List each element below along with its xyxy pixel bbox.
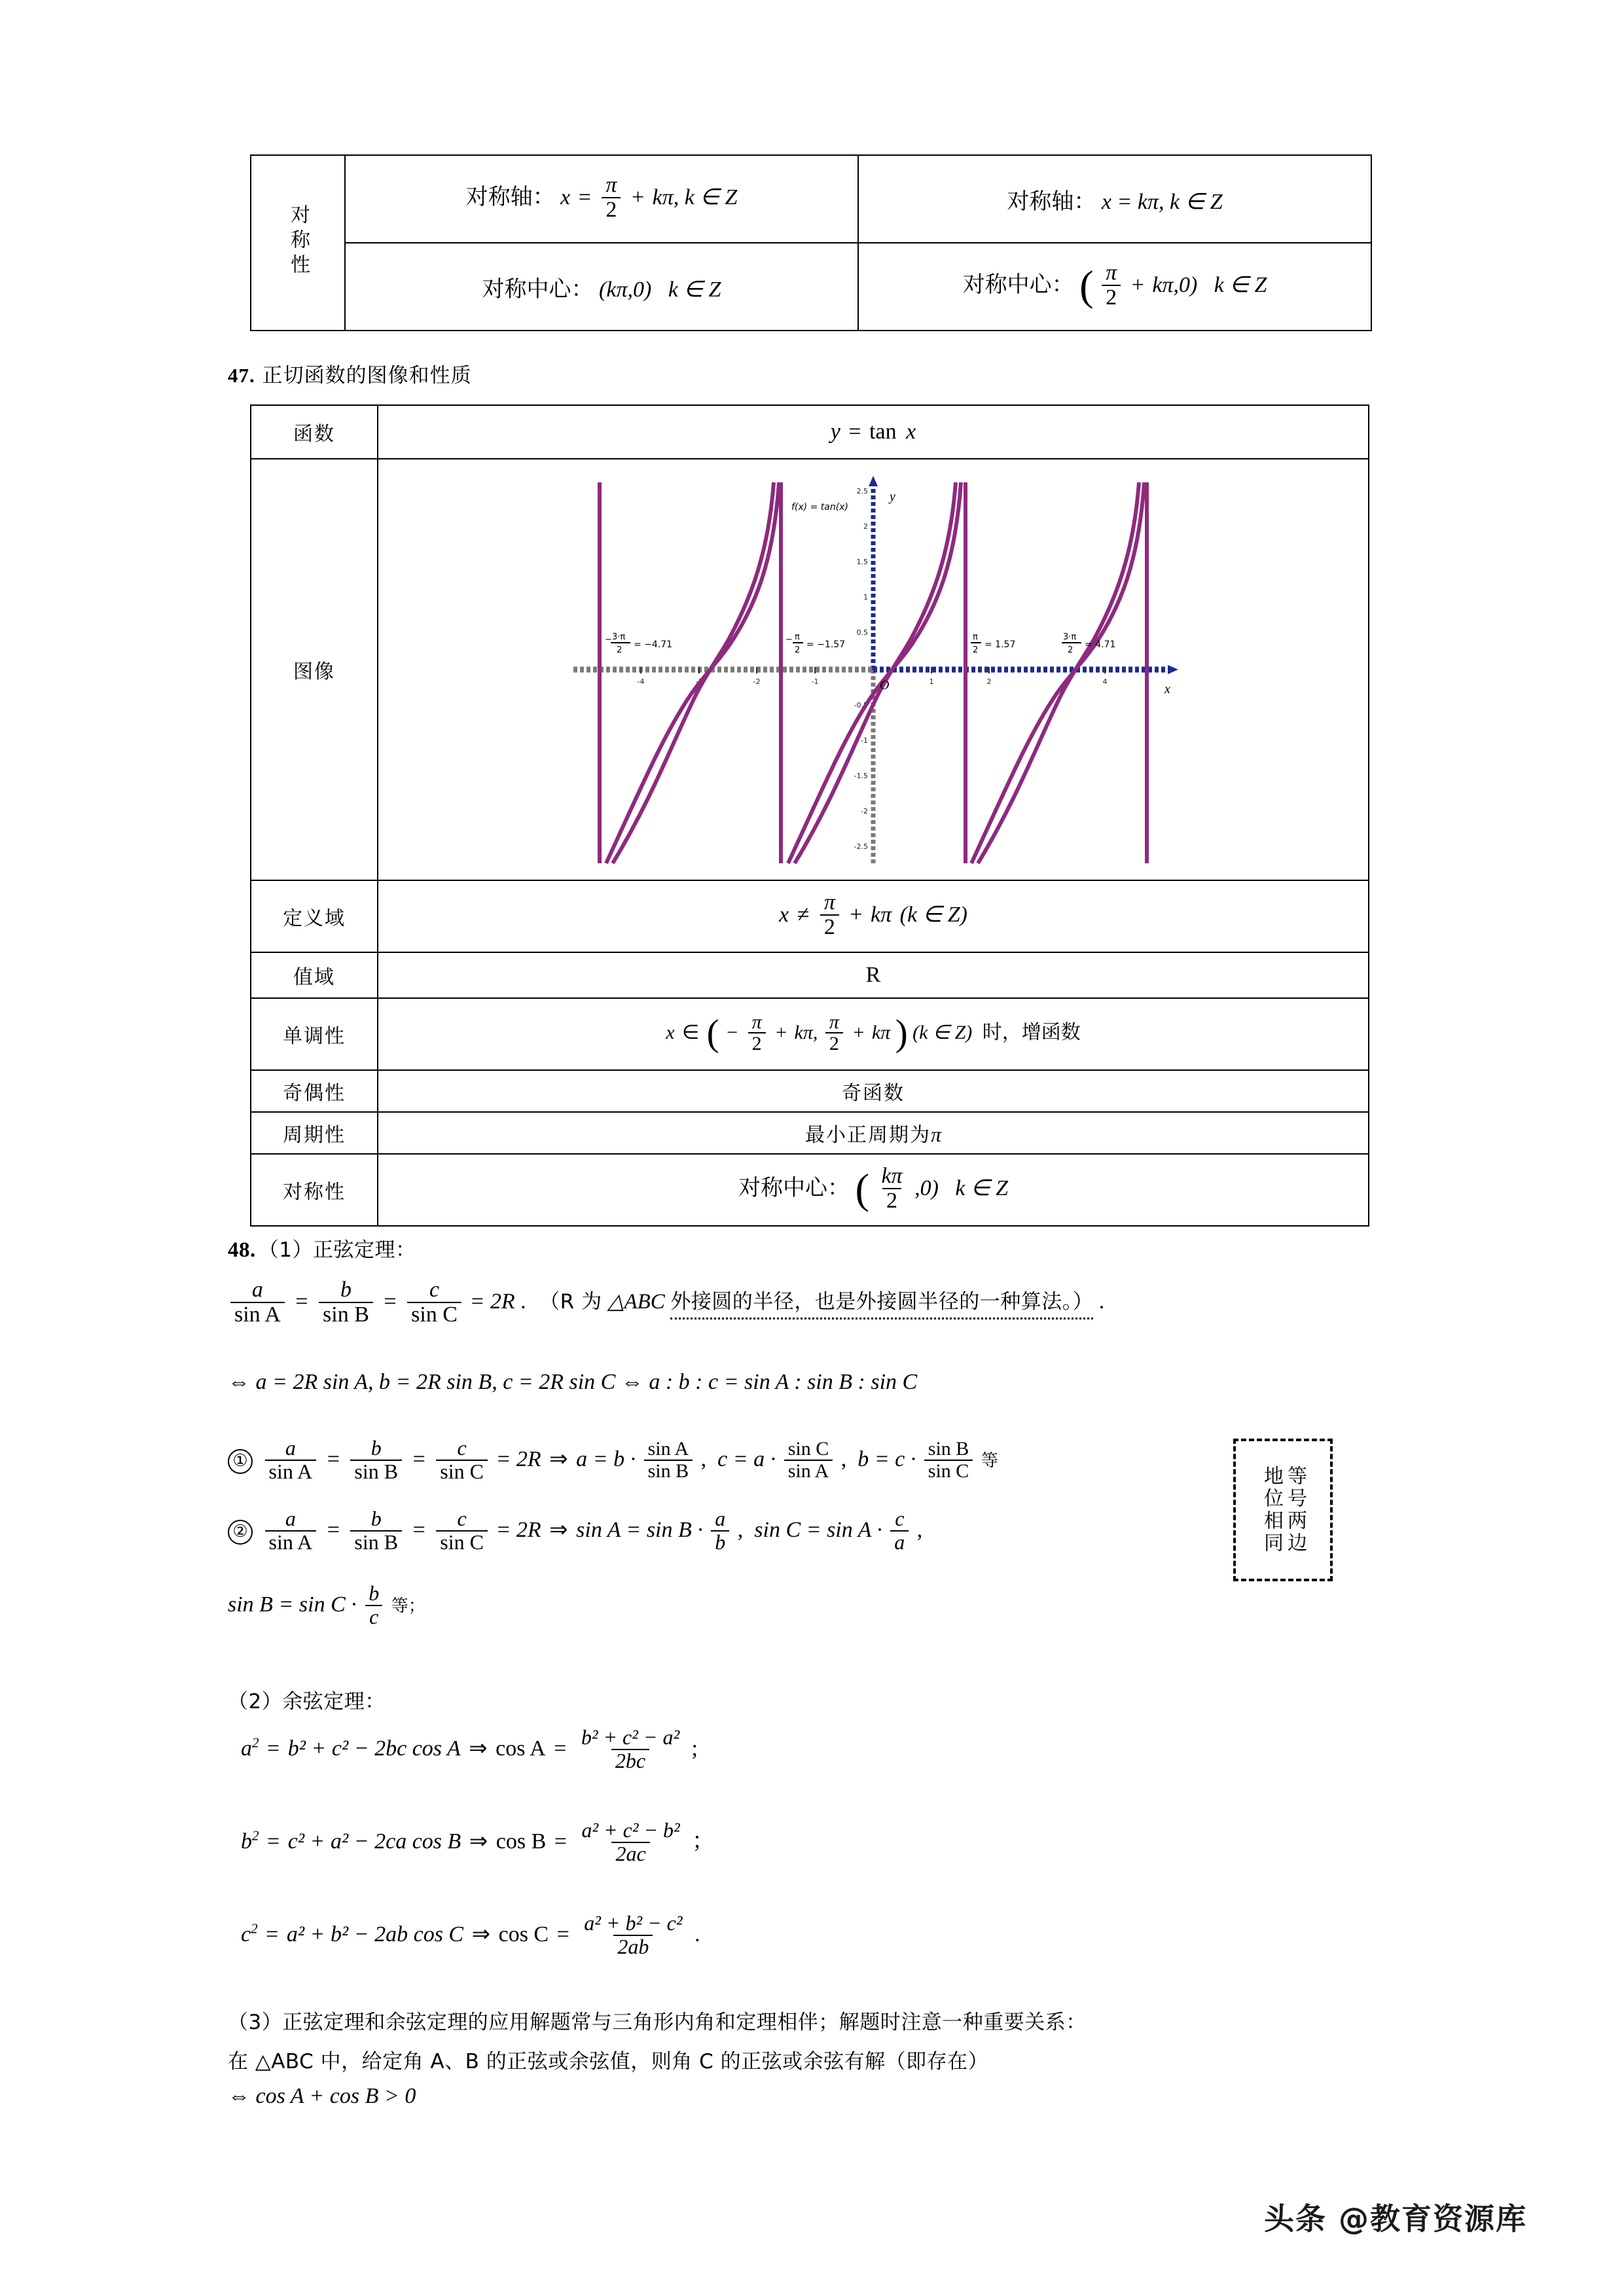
- item1-implies: ⇒: [549, 1447, 568, 1472]
- row-label-graph: 图像: [293, 660, 335, 683]
- svg-text:-0.5: -0.5: [854, 701, 868, 709]
- cos2-den: 2ac: [611, 1842, 649, 1865]
- item1-tail: 等: [981, 1451, 998, 1471]
- mono-tail: 时，增函数: [982, 1020, 1081, 1044]
- domain-plus: +: [850, 902, 863, 927]
- item2-implies: ⇒: [549, 1518, 568, 1543]
- cosine-symmetry-center-cell: [858, 243, 1371, 331]
- cos3-eqs: =: [556, 1922, 569, 1947]
- mono-condition: (k ∈ Z): [912, 1021, 973, 1043]
- table-row: [251, 405, 1369, 459]
- item1-r1-num: sin A: [647, 1438, 689, 1460]
- sym-axis-den-1: 2: [602, 197, 621, 222]
- los-note-body: 外接圆的半径，也是外接圆半径的一种算法。）: [670, 1290, 1093, 1319]
- y-axis-label: y: [890, 490, 895, 504]
- item1-eq-1: =: [327, 1447, 340, 1472]
- tan-symmetry-num: kπ: [881, 1164, 903, 1189]
- svg-text:3·π: 3·π: [1063, 632, 1077, 642]
- tangent-branch-right: [971, 482, 1144, 863]
- cos1-cos: cos A: [496, 1736, 546, 1761]
- item1-r1-lhs: a = b ·: [576, 1447, 636, 1472]
- section-48-part3-line-1-wrap: [228, 2005, 1087, 2035]
- law-of-sines-item-2-continued: [228, 1581, 425, 1629]
- table-row: [251, 243, 1371, 331]
- item1-r3-lhs: b = c ·: [857, 1447, 916, 1472]
- row-label-range-cell: [251, 952, 378, 998]
- x-axis-label: x: [1164, 682, 1170, 696]
- heading-47: [228, 359, 472, 388]
- parity-value-cell: [378, 1070, 1369, 1112]
- item2-b: b: [370, 1507, 382, 1530]
- section-48-part3-line-1: （3）正弦定理和余弦定理的应用解题常与三角形内角和定理相伴；解题时注意一种重要关系：: [228, 2011, 1087, 2034]
- item2-r1-num: a: [715, 1507, 726, 1530]
- sym-center-prefix-2: 对称中心：: [962, 271, 1074, 298]
- law-of-sines-item-1: ① $\frac{a}{\text{sin A}}$ = $\frac{b}{\text{sin B}}$ = $\frac{c}{\text{sin C}}$ = 2R ⇒ a = b · $\frac{\text{sin A}}{\text{sin B}}$ , c = a · $\frac{\text{sin C}}{\text{sin A}}$ , b = c · $\frac{\text{sin B}}{\text{sin C}}$ 等: [228, 1439, 998, 1484]
- period-value: π: [930, 1122, 942, 1146]
- item2-eq-1: =: [327, 1518, 340, 1543]
- svg-text:π: π: [795, 632, 800, 642]
- sym-axis-fraction-1: [602, 173, 621, 221]
- item2-r2-frac: [890, 1508, 909, 1553]
- los-equiv-line: ⇔ a = 2R sin A, b = 2R sin B, c = 2R sin C ⇔ a : b : c = sin A : sin B : sin C: [228, 1370, 918, 1394]
- period-value-cell: [378, 1112, 1369, 1154]
- svg-text:-2: -2: [861, 807, 868, 816]
- cos3-rhs: a² + b² − 2ab cos C: [286, 1922, 464, 1947]
- domain-formula-cell: [378, 880, 1369, 952]
- func-eq: =: [848, 420, 861, 444]
- item2-r2-den: a: [890, 1530, 909, 1554]
- section-48-part3-line-3: ⇔ cos A + cos B > 0: [228, 2084, 416, 2108]
- section-48-part2-label: （2）余弦定理：: [228, 1690, 386, 1713]
- sym-center-fraction-2: [1102, 261, 1121, 309]
- cos3-frac: [580, 1912, 686, 1958]
- section-48-part2-label-wrap: [228, 1685, 386, 1714]
- sym-axis-eq-1: =: [578, 185, 591, 209]
- svg-text:−: −: [605, 635, 612, 645]
- cos2-lhs: b: [241, 1829, 252, 1854]
- function-formula-cell: [378, 405, 1369, 459]
- cosine-symmetry-axis-cell: [858, 155, 1371, 243]
- law-of-sines-equivalence: [228, 1371, 917, 1393]
- table-row: [251, 998, 1369, 1070]
- cos3-cos: cos C: [498, 1922, 549, 1947]
- tangent-branch-left-duplicate: [613, 482, 774, 863]
- heading-47-number: 47.: [228, 364, 255, 387]
- cos1-rhs: b² + c² − 2bc cos A: [287, 1736, 461, 1761]
- origin-label: O: [880, 678, 890, 692]
- los-period: .: [520, 1289, 526, 1314]
- cos3-lhs: c: [241, 1922, 251, 1947]
- symmetry-table: [250, 154, 1372, 331]
- cosine-law-2: [241, 1818, 715, 1866]
- row-label-parity: 奇偶性: [283, 1082, 346, 1105]
- section-48-part3-line-3-wrap: [228, 2085, 416, 2108]
- los-frac-c: [407, 1278, 461, 1326]
- sym-center-num-2: π: [1106, 260, 1117, 285]
- svg-text:-2: -2: [753, 677, 761, 686]
- svg-text:2.5: 2.5: [856, 487, 868, 495]
- mono-fraction-1: [748, 1012, 766, 1054]
- sym-axis-num-1: π: [605, 173, 617, 198]
- annotation-pos-pi-2: [971, 632, 1015, 655]
- tangent-properties-table: [250, 404, 1369, 1227]
- item1-r3-num: sin B: [928, 1438, 969, 1460]
- cos3-den: 2ab: [613, 1935, 653, 1958]
- tangent-graph-svg: [566, 473, 1181, 866]
- item2-comma: ,: [916, 1518, 923, 1543]
- item1-b: b: [370, 1436, 382, 1460]
- mono-x: x: [666, 1021, 675, 1043]
- cos1-den: 2bc: [611, 1749, 649, 1772]
- mono-plus-2: +: [853, 1021, 865, 1043]
- row-label-function: 函数: [293, 423, 335, 446]
- tangent-branch-left: [606, 482, 779, 863]
- cos3-end: .: [694, 1922, 700, 1947]
- mono-minus: −: [727, 1021, 738, 1043]
- cos3-eq: =: [266, 1922, 279, 1947]
- item2-sinB: sin B: [350, 1530, 402, 1554]
- item2-cont-frac: [365, 1583, 383, 1628]
- svg-text:4: 4: [1102, 677, 1108, 686]
- parity-value: 奇函数: [842, 1082, 905, 1105]
- svg-text:-1: -1: [861, 736, 868, 745]
- mono-kpi-2: kπ: [871, 1021, 891, 1043]
- svg-text:π: π: [973, 632, 978, 642]
- cos1-eq: =: [267, 1736, 280, 1761]
- svg-text:2: 2: [986, 677, 992, 686]
- domain-condition: (k ∈ Z): [899, 902, 967, 927]
- cos1-num: b² + c² − a²: [581, 1725, 680, 1749]
- sym-center-kinz-2: k ∈ Z: [1214, 272, 1267, 297]
- cos1-eqs: =: [554, 1736, 567, 1761]
- item2-cont-den: c: [365, 1605, 382, 1628]
- period-prefix: 最小正周期为: [804, 1124, 931, 1147]
- item1-c: c: [457, 1436, 467, 1460]
- item1-r2-num: sin C: [787, 1438, 829, 1460]
- law-of-sines-formula: [228, 1280, 1104, 1327]
- symmetry-row-label: 对称性: [287, 204, 310, 279]
- note-box: [1233, 1439, 1333, 1581]
- section-48-heading: [228, 1233, 416, 1263]
- row-label-range: 值域: [293, 966, 335, 989]
- law-of-sines-item-2: ② $\frac{a}{\text{sin A}}$ = $\frac{b}{\text{sin B}}$ = $\frac{c}{\text{sin C}}$ = 2R ⇒ sin A = sin B · $\frac{a}{b}$ , sin C = sin A · $\frac{c}{a}$ ,: [228, 1509, 922, 1554]
- item-1-marker: ①: [228, 1449, 253, 1474]
- domain-kpi: kπ: [871, 902, 892, 927]
- mono-fraction-2: [825, 1012, 843, 1054]
- heading-47-title: 正切函数的图像和性质: [262, 364, 472, 387]
- svg-text:2: 2: [863, 522, 868, 531]
- item1-r1-frac: [644, 1439, 693, 1481]
- x-axis-arrow: [1168, 665, 1178, 674]
- cos2-rhs: c² + a² − 2ca cos B: [287, 1829, 461, 1854]
- cos1-frac: [577, 1727, 683, 1772]
- los-note-open: （R 为: [539, 1290, 602, 1314]
- table-row: [251, 459, 1369, 880]
- los-sinC: sin C: [407, 1302, 461, 1327]
- cos2-lhs-exp: 2: [252, 1828, 259, 1844]
- item2-sinC: sin C: [436, 1530, 488, 1554]
- item1-r3-den: sin C: [924, 1460, 973, 1482]
- section-48-number: 48.: [228, 1238, 256, 1262]
- cos3-lhs-exp: 2: [251, 1921, 258, 1937]
- mono-num-1: π: [751, 1011, 762, 1033]
- row-label-symmetry-cell: [251, 1154, 378, 1226]
- tangent-branch-right-duplicate: [978, 482, 1139, 863]
- sine-symmetry-axis-cell: [345, 155, 858, 243]
- svg-text:−: −: [785, 635, 793, 645]
- mono-kpi-1: kπ,: [794, 1021, 818, 1043]
- tan-symmetry-prefix: 对称中心：: [738, 1174, 850, 1201]
- cos3-num: a² + b² − c²: [584, 1911, 683, 1935]
- tan-symmetry-tail: ,0): [914, 1175, 939, 1200]
- sine-symmetry-center-cell: [345, 243, 858, 331]
- symmetry-row-label-cell: [251, 155, 345, 331]
- note-box-col-right: 等号两边: [1284, 1465, 1307, 1554]
- item2-cont-tail: 等；: [391, 1596, 425, 1617]
- sym-center-prefix-1: 对称中心：: [482, 276, 594, 302]
- table-row: [251, 155, 1371, 243]
- item2-cont-num: b: [369, 1581, 380, 1605]
- domain-den: 2: [820, 914, 839, 939]
- svg-text:1: 1: [929, 677, 934, 686]
- mono-plus-1: +: [776, 1021, 787, 1043]
- item2-frac-a: [265, 1508, 317, 1553]
- table-row: [251, 1154, 1369, 1226]
- annotation-neg-pi-2: [785, 632, 845, 655]
- item1-r2-frac: [784, 1439, 833, 1481]
- cos2-num: a² + c² − b²: [581, 1818, 680, 1842]
- cos1-lhs: a: [241, 1736, 252, 1761]
- item2-r1-den: b: [711, 1530, 729, 1554]
- item2-result: = 2R: [496, 1518, 541, 1543]
- cos3-implies: ⇒: [471, 1922, 491, 1947]
- annotation-neg-3pi-2: [605, 632, 672, 655]
- item1-r2-den: sin A: [784, 1460, 833, 1482]
- table-row: [251, 1070, 1369, 1112]
- item2-c: c: [457, 1507, 467, 1530]
- item1-r2-lhs: c = a ·: [717, 1447, 776, 1472]
- section-48-part1-label: （1）正弦定理：: [258, 1238, 416, 1262]
- item2-r2-lhs: sin C = sin A ·: [754, 1518, 882, 1543]
- sym-axis-x-1: x: [560, 185, 571, 209]
- svg-text:1.5: 1.5: [856, 558, 868, 566]
- svg-text:1: 1: [863, 593, 868, 601]
- sym-center-tail-2: kπ,0): [1152, 272, 1198, 297]
- item1-r3-frac: [924, 1439, 973, 1481]
- svg-text:2: 2: [795, 645, 801, 655]
- cos2-end: ；: [692, 1829, 715, 1854]
- item1-frac-a: [265, 1437, 317, 1482]
- sym-center-plus-2: +: [1131, 272, 1144, 297]
- mono-close-paren: ): [895, 1012, 908, 1054]
- domain-fraction: [820, 891, 839, 939]
- table-row: [251, 880, 1369, 952]
- los-sinB: sin B: [319, 1302, 373, 1327]
- func-x: x: [906, 420, 916, 444]
- cos1-lhs-exp: 2: [252, 1735, 259, 1751]
- note-box-col-left: 地位相同: [1260, 1465, 1283, 1554]
- item2-frac-b: [350, 1508, 402, 1553]
- watermark: 头条 @教育资源库: [1263, 2201, 1527, 2236]
- svg-text:2: 2: [1068, 645, 1074, 655]
- item1-frac-b: [350, 1437, 402, 1482]
- svg-text:0.5: 0.5: [856, 628, 868, 637]
- item1-sinB: sin B: [350, 1460, 402, 1483]
- item1-result: = 2R: [496, 1447, 541, 1472]
- range-value-cell: [378, 952, 1369, 998]
- cos1-implies: ⇒: [469, 1736, 488, 1761]
- row-label-domain: 定义域: [283, 907, 346, 930]
- mono-open-paren: (: [706, 1012, 719, 1054]
- svg-text:-3: -3: [695, 677, 703, 686]
- sym-center-kinz-1: k ∈ Z: [668, 277, 721, 302]
- sym-center-den-2: 2: [1102, 285, 1121, 310]
- table-row: [251, 1112, 1369, 1154]
- func-y: y: [830, 420, 840, 444]
- monotonicity-formula-cell: [378, 998, 1369, 1070]
- item2-a: a: [285, 1507, 296, 1530]
- tangent-plot: [379, 460, 1367, 879]
- function-annotation: f(x) = tan(x): [791, 502, 848, 512]
- los-note-end: .: [1098, 1289, 1105, 1314]
- svg-text:-1: -1: [811, 677, 819, 686]
- cosine-law-1: [241, 1725, 698, 1773]
- sym-axis-prefix-1: 对称轴：: [465, 183, 555, 210]
- sym-center-open-2: (: [1079, 261, 1094, 309]
- svg-text:-2.5: -2.5: [854, 842, 868, 851]
- row-label-period-cell: [251, 1112, 378, 1154]
- los-frac-a: [230, 1278, 285, 1326]
- mono-den-2: 2: [825, 1032, 843, 1054]
- section-48-part3-line-2: 在 △ABC 中，给定角 A、B 的正弦或余弦值，则角 C 的正弦或余弦有解（即存在）: [228, 2050, 989, 2073]
- domain-num: π: [823, 890, 835, 915]
- mono-in: ∈: [682, 1021, 700, 1043]
- los-b: b: [340, 1278, 352, 1302]
- row-label-symmetry: 对称性: [283, 1181, 346, 1204]
- item2-frac-c: [436, 1508, 488, 1553]
- row-label-monotonicity: 单调性: [283, 1025, 346, 1048]
- mono-num-2: π: [829, 1011, 839, 1033]
- item2-r1-frac: [711, 1508, 729, 1553]
- row-label-period: 周期性: [283, 1124, 346, 1147]
- svg-text:= 1.57: = 1.57: [984, 639, 1016, 650]
- sym-axis-expr-2: x = kπ,: [1101, 189, 1164, 214]
- tan-symmetry-kinz: k ∈ Z: [955, 1175, 1009, 1200]
- func-tan: tan: [869, 420, 897, 444]
- svg-text:= 4.71: = 4.71: [1085, 639, 1116, 650]
- svg-text:3·π: 3·π: [612, 632, 626, 642]
- los-a: a: [251, 1278, 263, 1302]
- row-label-domain-cell: [251, 880, 378, 952]
- svg-text:= −1.57: = −1.57: [806, 639, 846, 650]
- tangent-plot-cell: [378, 459, 1369, 880]
- section-48-part3-line-2-wrap: [228, 2045, 988, 2074]
- item2-sinA: sin A: [265, 1530, 317, 1554]
- item1-sinC: sin C: [436, 1460, 488, 1483]
- sym-axis-prefix-2: 对称轴：: [1007, 188, 1096, 215]
- symmetry-formula-cell: [378, 1154, 1369, 1226]
- los-result: = 2R: [469, 1289, 515, 1314]
- item1-frac-c: [436, 1437, 488, 1482]
- sym-axis-kinz-1: k ∈ Z: [684, 185, 738, 209]
- cos1-end: ;: [691, 1736, 698, 1761]
- svg-text:= −4.71: = −4.71: [634, 639, 673, 650]
- item2-r2-num: c: [895, 1507, 905, 1530]
- los-c: c: [429, 1278, 440, 1302]
- y-axis-arrow: [869, 476, 878, 486]
- tan-symmetry-fraction: [877, 1164, 906, 1212]
- row-label-graph-cell: [251, 459, 378, 880]
- item1-r1-den: sin B: [644, 1460, 693, 1482]
- item2-r1-lhs: sin A = sin B ·: [576, 1518, 703, 1543]
- sym-axis-kpi-1: kπ,: [652, 185, 679, 209]
- sym-axis-kinz-2: k ∈ Z: [1170, 189, 1223, 214]
- item1-sinA: sin A: [265, 1460, 317, 1483]
- item2-cont-lhs: sin B = sin C ·: [228, 1592, 357, 1617]
- item1-a: a: [285, 1436, 296, 1460]
- tan-symmetry-den: 2: [882, 1188, 901, 1213]
- cos2-implies: ⇒: [469, 1829, 488, 1854]
- los-eq-2: =: [384, 1289, 397, 1314]
- cos2-frac: [577, 1820, 683, 1865]
- range-value: R: [865, 963, 881, 987]
- mono-den-1: 2: [748, 1032, 766, 1054]
- los-eq-1: =: [295, 1289, 308, 1314]
- item-2-marker: ②: [228, 1520, 253, 1545]
- item2-eq-2: =: [412, 1518, 425, 1543]
- los-frac-b: [319, 1278, 373, 1326]
- los-note-triangle: △ABC: [607, 1290, 665, 1314]
- row-label-monotonicity-cell: [251, 998, 378, 1070]
- sym-center-expr-1: (kπ,0): [599, 277, 652, 302]
- row-label-function-cell: [251, 405, 378, 459]
- svg-text:-1.5: -1.5: [854, 772, 868, 780]
- svg-text:2: 2: [617, 645, 623, 655]
- svg-text:2: 2: [973, 645, 979, 655]
- cos2-eqs: =: [554, 1829, 567, 1854]
- tan-symmetry-open: (: [855, 1164, 869, 1212]
- domain-x: x: [779, 902, 789, 927]
- svg-text:-4: -4: [637, 677, 645, 686]
- domain-neq: ≠: [797, 902, 810, 927]
- sym-axis-plus-1: +: [631, 185, 645, 209]
- los-sinA: sin A: [230, 1302, 285, 1327]
- cos2-cos: cos B: [496, 1829, 547, 1854]
- item1-eq-2: =: [412, 1447, 425, 1472]
- cosine-law-3: [241, 1911, 700, 1959]
- cos2-eq: =: [267, 1829, 280, 1854]
- table-row: [251, 952, 1369, 998]
- row-label-parity-cell: [251, 1070, 378, 1112]
